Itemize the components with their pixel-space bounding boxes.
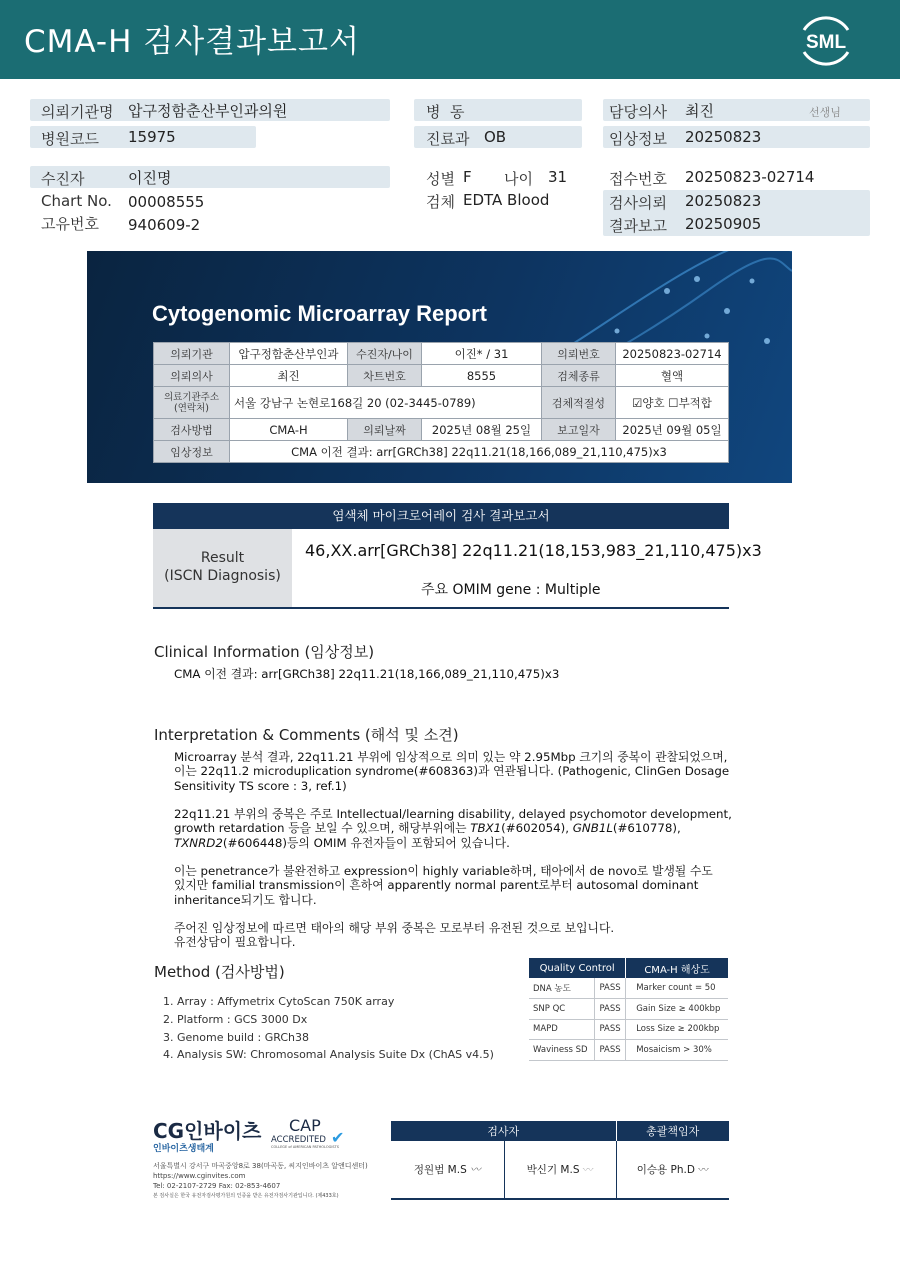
method-item: 2. Platform : GCS 3000 Dx: [163, 1013, 308, 1026]
result-title: 염색체 마이크로어레이 검사 결과보고서: [153, 503, 729, 529]
patient-label: 수진자: [41, 170, 85, 188]
gene: TXNRD2: [174, 835, 223, 850]
request-value: 20250823: [685, 192, 762, 210]
clinical-title: Clinical Information (임상정보): [154, 643, 375, 661]
cap-text: CAP: [289, 1116, 321, 1135]
line: 22q11.21 부위의 중복은 주로 Intellectual/learning disability, delayed psychomotor development,: [174, 807, 732, 821]
signature-table: [391, 1121, 729, 1200]
signature-icon: 〰: [582, 1164, 594, 1176]
method-title: Method (검사방법): [154, 963, 285, 981]
chart-value: 00008555: [128, 193, 205, 211]
institution-label: 의뢰기관명: [41, 103, 114, 121]
specimen-value: EDTA Blood: [463, 191, 550, 209]
id-label: 고유번호: [41, 215, 99, 233]
text: growth retardation 등을 보일 수 있으며, 해당부위에는: [174, 821, 471, 836]
cell: 의뢰기관: [154, 343, 230, 365]
cell: Gain Size ≥ 400kbp: [626, 999, 728, 1020]
result-sub-label: (ISCN Diagnosis): [164, 568, 281, 584]
clinical-value: 20250823: [685, 128, 762, 146]
signer-3: [616, 1141, 729, 1199]
result-label-box: [153, 529, 292, 608]
gene: GNB1L: [572, 821, 613, 836]
cell: 의뢰번호: [542, 343, 616, 365]
request-label: 검사의뢰: [609, 194, 667, 212]
address-line: Tel: 02-2107-2729 Fax: 02-853-4607: [153, 1182, 281, 1190]
receipt-value: 20250823-02714: [685, 168, 815, 186]
id-value: 940609-2: [128, 216, 201, 234]
text: (#606448)등의 OMIM 유전자들이 포함되어 있습니다.: [222, 835, 510, 850]
patient-value: 이진명: [128, 169, 172, 187]
cell: CMA 이전 결과: arr[GRCh38] 22q11.21(18,166,089_21,110,475)x3: [230, 441, 729, 463]
cell: 보고일자: [542, 419, 616, 441]
cell: 수진자/나이: [348, 343, 422, 365]
dept-value: OB: [484, 128, 507, 146]
report-header: [0, 0, 900, 79]
qc-header: Quality Control: [529, 958, 626, 978]
cell: 서울 강남구 논현로168길 20 (02-3445-0789): [230, 387, 542, 419]
cell: 압구정함춘산부인과: [230, 343, 348, 365]
sml-logo: [796, 12, 856, 68]
cell: Waviness SD: [529, 1040, 594, 1061]
cell: 차트번호: [348, 365, 422, 387]
cap-accredited: ACCREDITED: [271, 1135, 326, 1145]
cell: 20250823-02714: [616, 343, 729, 365]
sex-label: 성별: [426, 170, 455, 188]
line: [174, 836, 744, 850]
line: inheritance되기도 합니다.: [174, 892, 317, 907]
brand-logo: CG인바이츠: [153, 1119, 262, 1143]
doctor-value: 최진: [685, 102, 714, 120]
checked-box-icon: ☑: [632, 395, 643, 410]
report-title: CMA-H 검사결과보고서: [24, 24, 360, 60]
method-item: 4. Analysis SW: Chromosomal Analysis Suite Dx (ChAS v4.5): [163, 1048, 494, 1061]
dept-label: 진료과: [426, 130, 470, 148]
address-line: 서울특별시 강서구 마곡중앙8로 38(마곡동, 씨지인바이츠 알앤디센터): [153, 1162, 368, 1170]
signature-icon: 〰: [698, 1164, 709, 1176]
quality-control-table: [529, 958, 728, 1061]
interp-paragraph-2: [174, 807, 744, 850]
cell: SNP QC: [529, 999, 594, 1020]
signer-2: [504, 1141, 616, 1199]
cell: 2025년 08월 25일: [422, 419, 542, 441]
code-label: 병원코드: [41, 130, 99, 148]
sex-value: F: [463, 168, 472, 186]
result-label: Result: [200, 550, 245, 566]
result-divider: [153, 607, 729, 609]
signer-1: [391, 1141, 504, 1199]
good-label: 양호: [642, 395, 665, 410]
checkmark-icon: ✔: [331, 1128, 345, 1147]
cell: CMA-H: [230, 419, 348, 441]
clinical-text: CMA 이전 결과: arr[GRCh38] 22q11.21(18,166,089_21,110,475)x3: [174, 667, 560, 681]
examiner-header: 검사자: [391, 1121, 616, 1141]
omim-gene: 주요 OMIM gene : Multiple: [421, 582, 601, 598]
doctor-label: 담당의사: [609, 103, 667, 121]
specimen-label: 검체: [426, 193, 455, 211]
logo-text: SML: [805, 32, 847, 53]
line: 주어진 임상정보에 따르면 태아의 해당 부위 중복은 모로부터 유전된 것으로 보입니다.: [174, 921, 615, 935]
bad-label: 부적합: [678, 395, 712, 410]
code-value: 15975: [128, 128, 176, 146]
line: 있지만 familial transmission이 흔하여 apparently normal parent로부터 autosomal dominant: [174, 878, 699, 893]
address-line: https://www.cginvites.com: [153, 1172, 246, 1180]
cell: 8555: [422, 365, 542, 387]
clinical-label: 임상정보: [609, 130, 667, 148]
chart-label: Chart No.: [41, 192, 112, 210]
result-date-label: 결과보고: [609, 217, 667, 235]
method-item: 1. Array : Affymetrix CytoScan 750K array: [163, 995, 395, 1008]
resolution-header: CMA-H 해상도: [626, 958, 728, 978]
cell: DNA 농도: [529, 978, 594, 999]
ward-label: 병 동: [426, 103, 465, 121]
line: 이는 22q11.2 microduplication syndrome(#608363)과 연관됩니다. (Pathogenic, ClinGen Dosage: [174, 764, 730, 779]
cell: 최진: [230, 365, 348, 387]
method-item: 3. Genome build : GRCh38: [163, 1031, 309, 1044]
cell: 임상정보: [154, 441, 230, 463]
banner-title: Cytogenomic Microarray Report: [152, 301, 487, 326]
cell: 의뢰날짜: [348, 419, 422, 441]
result-date-value: 20250905: [685, 215, 762, 233]
gene: TBX1: [470, 821, 502, 836]
interp-paragraph-4: [174, 921, 744, 950]
line: Sensitivity TS score : 3, ref.1): [174, 778, 347, 793]
signature-icon: 〰: [470, 1164, 481, 1176]
cell: 2025년 09월 05일: [616, 419, 729, 441]
cap-small: COLLEGE of AMERICAN PATHOLOGISTS: [271, 1145, 339, 1149]
brand-sub: 인바이츠생태계: [153, 1144, 214, 1154]
signer-name: 이승용 Ph.D: [636, 1164, 695, 1176]
interpretation-title: Interpretation & Comments (해석 및 소견): [154, 726, 459, 744]
cell: 의뢰의사: [154, 365, 230, 387]
cell: PASS: [594, 978, 625, 999]
cell: PASS: [594, 1019, 625, 1040]
line: [174, 821, 744, 835]
interp-paragraph-3: [174, 864, 744, 907]
institution-value: 압구정함춘산부인과의원: [128, 102, 288, 120]
signer-name: 박신기 M.S: [526, 1164, 580, 1176]
cell: 검체종류: [542, 365, 616, 387]
line: 이는 penetrance가 불완전하고 expression이 highly variable하며, 태아에서 de novo로 발생될 수도: [174, 864, 713, 878]
fitness-cell: [616, 387, 729, 419]
line: 유전상담이 필요합니다.: [174, 935, 296, 950]
cell: PASS: [594, 1040, 625, 1061]
doctor-suffix: 선생님: [809, 106, 841, 119]
cell: Loss Size ≥ 200kbp: [626, 1019, 728, 1040]
receipt-label: 접수번호: [609, 170, 667, 188]
cell: 이진* / 31: [422, 343, 542, 365]
unchecked-box-icon: ☐: [668, 395, 679, 410]
address-line: 본 검사실은 한국 유전자검사평가원의 인증을 받은 유전자검사기관입니다. (제433호): [153, 1193, 339, 1199]
cell: 의료기관주소 (연락처): [154, 387, 230, 419]
text: (#610778),: [612, 821, 681, 836]
age-label: 나이: [504, 170, 533, 188]
iscn-diagnosis: 46,XX.arr[GRCh38] 22q11.21(18,153,983_21,110,475)x3: [305, 541, 762, 560]
cell: PASS: [594, 999, 625, 1020]
age-value: 31: [548, 168, 568, 186]
cell: Mosaicism > 30%: [626, 1040, 728, 1061]
line: Microarray 분석 결과, 22q11.21 부위에 임상적으로 의미 있는 약 2.95Mbp 크기의 중복이 관찰되었으며,: [174, 750, 728, 764]
cell: 검체적절성: [542, 387, 616, 419]
director-header: 총괄책임자: [616, 1121, 729, 1141]
signer-name: 정원범 M.S: [413, 1164, 467, 1176]
banner-table: [153, 342, 729, 463]
text: (#602054),: [501, 821, 573, 836]
cap-logo: [271, 1116, 351, 1152]
cell: 검사방법: [154, 419, 230, 441]
interp-paragraph-1: [174, 750, 744, 793]
report-banner: [87, 251, 792, 483]
cell: 혈액: [616, 365, 729, 387]
cell: Marker count = 50: [626, 978, 728, 999]
cell: MAPD: [529, 1019, 594, 1040]
